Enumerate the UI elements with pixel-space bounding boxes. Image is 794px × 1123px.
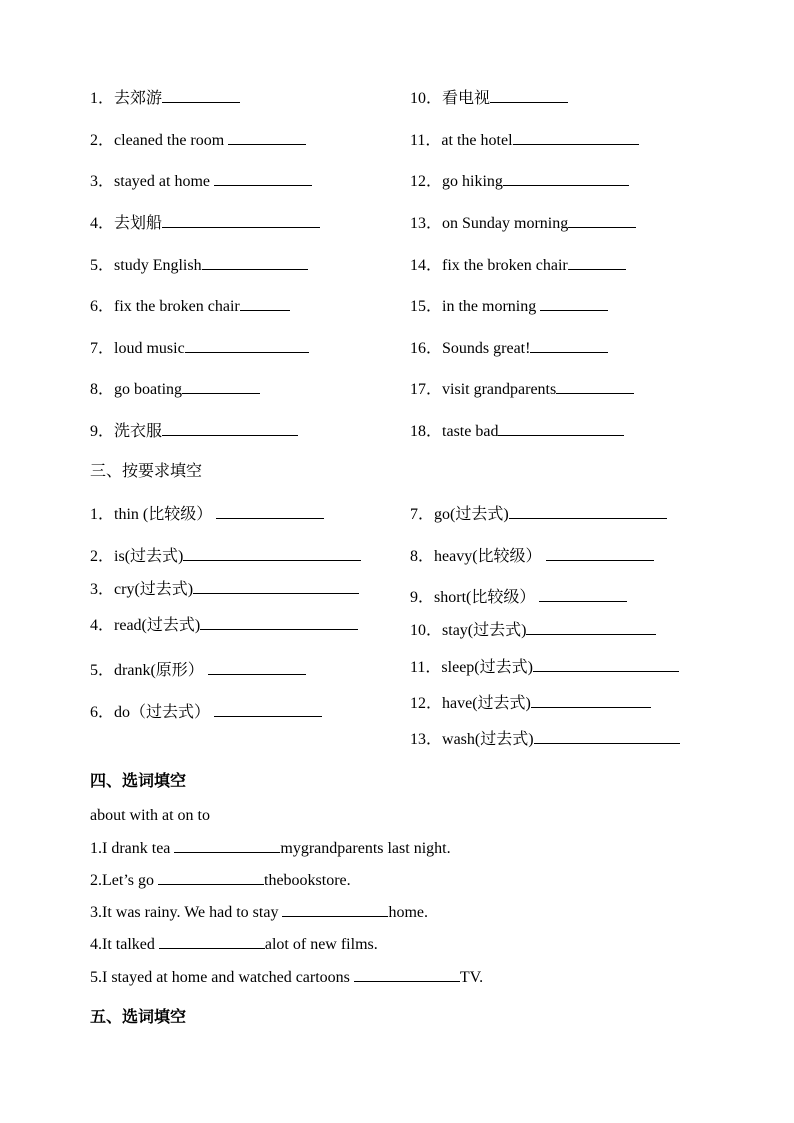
question-row: 2.Let’s go thebookstore. (90, 872, 351, 889)
question-row: 17．visit grandparents (410, 379, 634, 400)
question-row: 6．fix the broken chair (90, 296, 290, 317)
answer-blank[interactable] (282, 902, 388, 917)
section-heading: 三、按要求填空 (90, 463, 203, 480)
answer-blank[interactable] (208, 660, 306, 675)
answer-blank[interactable] (540, 296, 608, 311)
word-bank: about with at on to (90, 807, 210, 824)
question-row: 11．at the hotel (410, 130, 639, 151)
question-row: 7．loud music (90, 338, 309, 359)
answer-blank[interactable] (556, 379, 634, 394)
question-row: 1．thin (比较级） (90, 504, 324, 525)
answer-blank[interactable] (202, 255, 308, 270)
question-row: 1．去郊游 (90, 88, 240, 109)
question-row: 5．drank(原形） (90, 660, 306, 681)
question-row: 8．heavy(比较级） (410, 546, 654, 567)
answer-blank[interactable] (568, 213, 636, 228)
answer-blank[interactable] (162, 421, 298, 436)
question-row: 7．go(过去式) (410, 504, 667, 525)
question-row: 2．cleaned the room (90, 130, 306, 151)
answer-blank[interactable] (193, 579, 359, 594)
answer-blank[interactable] (498, 421, 624, 436)
question-row: 13．on Sunday morning (410, 213, 636, 234)
answer-blank[interactable] (159, 934, 265, 949)
question-row: 5.I stayed at home and watched cartoons TV. (90, 969, 484, 986)
answer-blank[interactable] (531, 693, 651, 708)
answer-blank[interactable] (509, 504, 667, 519)
answer-blank[interactable] (162, 88, 240, 103)
answer-blank[interactable] (526, 620, 656, 635)
question-row: 12．go hiking (410, 171, 629, 192)
answer-blank[interactable] (490, 88, 568, 103)
question-row: 3．cry(过去式) (90, 579, 359, 600)
answer-blank[interactable] (539, 587, 627, 602)
answer-blank[interactable] (503, 171, 629, 186)
question-row: 4.It talked alot of new films. (90, 936, 378, 953)
answer-blank[interactable] (530, 338, 608, 353)
question-row: 9．short(比较级） (410, 587, 627, 608)
question-row: 14．fix the broken chair (410, 255, 626, 276)
answer-blank[interactable] (214, 171, 312, 186)
answer-blank[interactable] (513, 130, 639, 145)
answer-blank[interactable] (354, 967, 460, 982)
question-row: 9．洗衣服 (90, 421, 298, 442)
section-heading: 五、选词填空 (90, 1009, 187, 1026)
question-row: 2．is(过去式) (90, 546, 361, 567)
section-heading: 四、选词填空 (90, 773, 187, 790)
answer-blank[interactable] (183, 546, 361, 561)
answer-blank[interactable] (546, 546, 654, 561)
question-row: 3.It was rainy. We had to stay home. (90, 904, 428, 921)
question-row: 1.I drank tea mygrandparents last night. (90, 840, 451, 857)
answer-blank[interactable] (174, 838, 280, 853)
answer-blank[interactable] (158, 870, 264, 885)
question-row: 11．sleep(过去式) (410, 657, 679, 678)
answer-blank[interactable] (162, 213, 320, 228)
question-row: 15．in the morning (410, 296, 608, 317)
question-row: 8．go boating (90, 379, 260, 400)
question-row: 4．去划船 (90, 213, 320, 234)
question-row: 3．stayed at home (90, 171, 312, 192)
answer-blank[interactable] (200, 615, 358, 630)
question-row: 4．read(过去式) (90, 615, 358, 636)
answer-blank[interactable] (228, 130, 306, 145)
question-row: 10．看电视 (410, 88, 568, 109)
answer-blank[interactable] (182, 379, 260, 394)
answer-blank[interactable] (533, 657, 679, 672)
question-row: 10．stay(过去式) (410, 620, 656, 641)
answer-blank[interactable] (214, 702, 322, 717)
answer-blank[interactable] (568, 255, 626, 270)
answer-blank[interactable] (216, 504, 324, 519)
question-row: 16．Sounds great! (410, 338, 608, 359)
answer-blank[interactable] (534, 729, 680, 744)
answer-blank[interactable] (240, 296, 290, 311)
question-row: 6．do（过去式） (90, 702, 322, 723)
question-row: 5．study English (90, 255, 308, 276)
answer-blank[interactable] (185, 338, 309, 353)
question-row: 12．have(过去式) (410, 693, 651, 714)
question-row: 18．taste bad (410, 421, 624, 442)
question-row: 13．wash(过去式) (410, 729, 680, 750)
